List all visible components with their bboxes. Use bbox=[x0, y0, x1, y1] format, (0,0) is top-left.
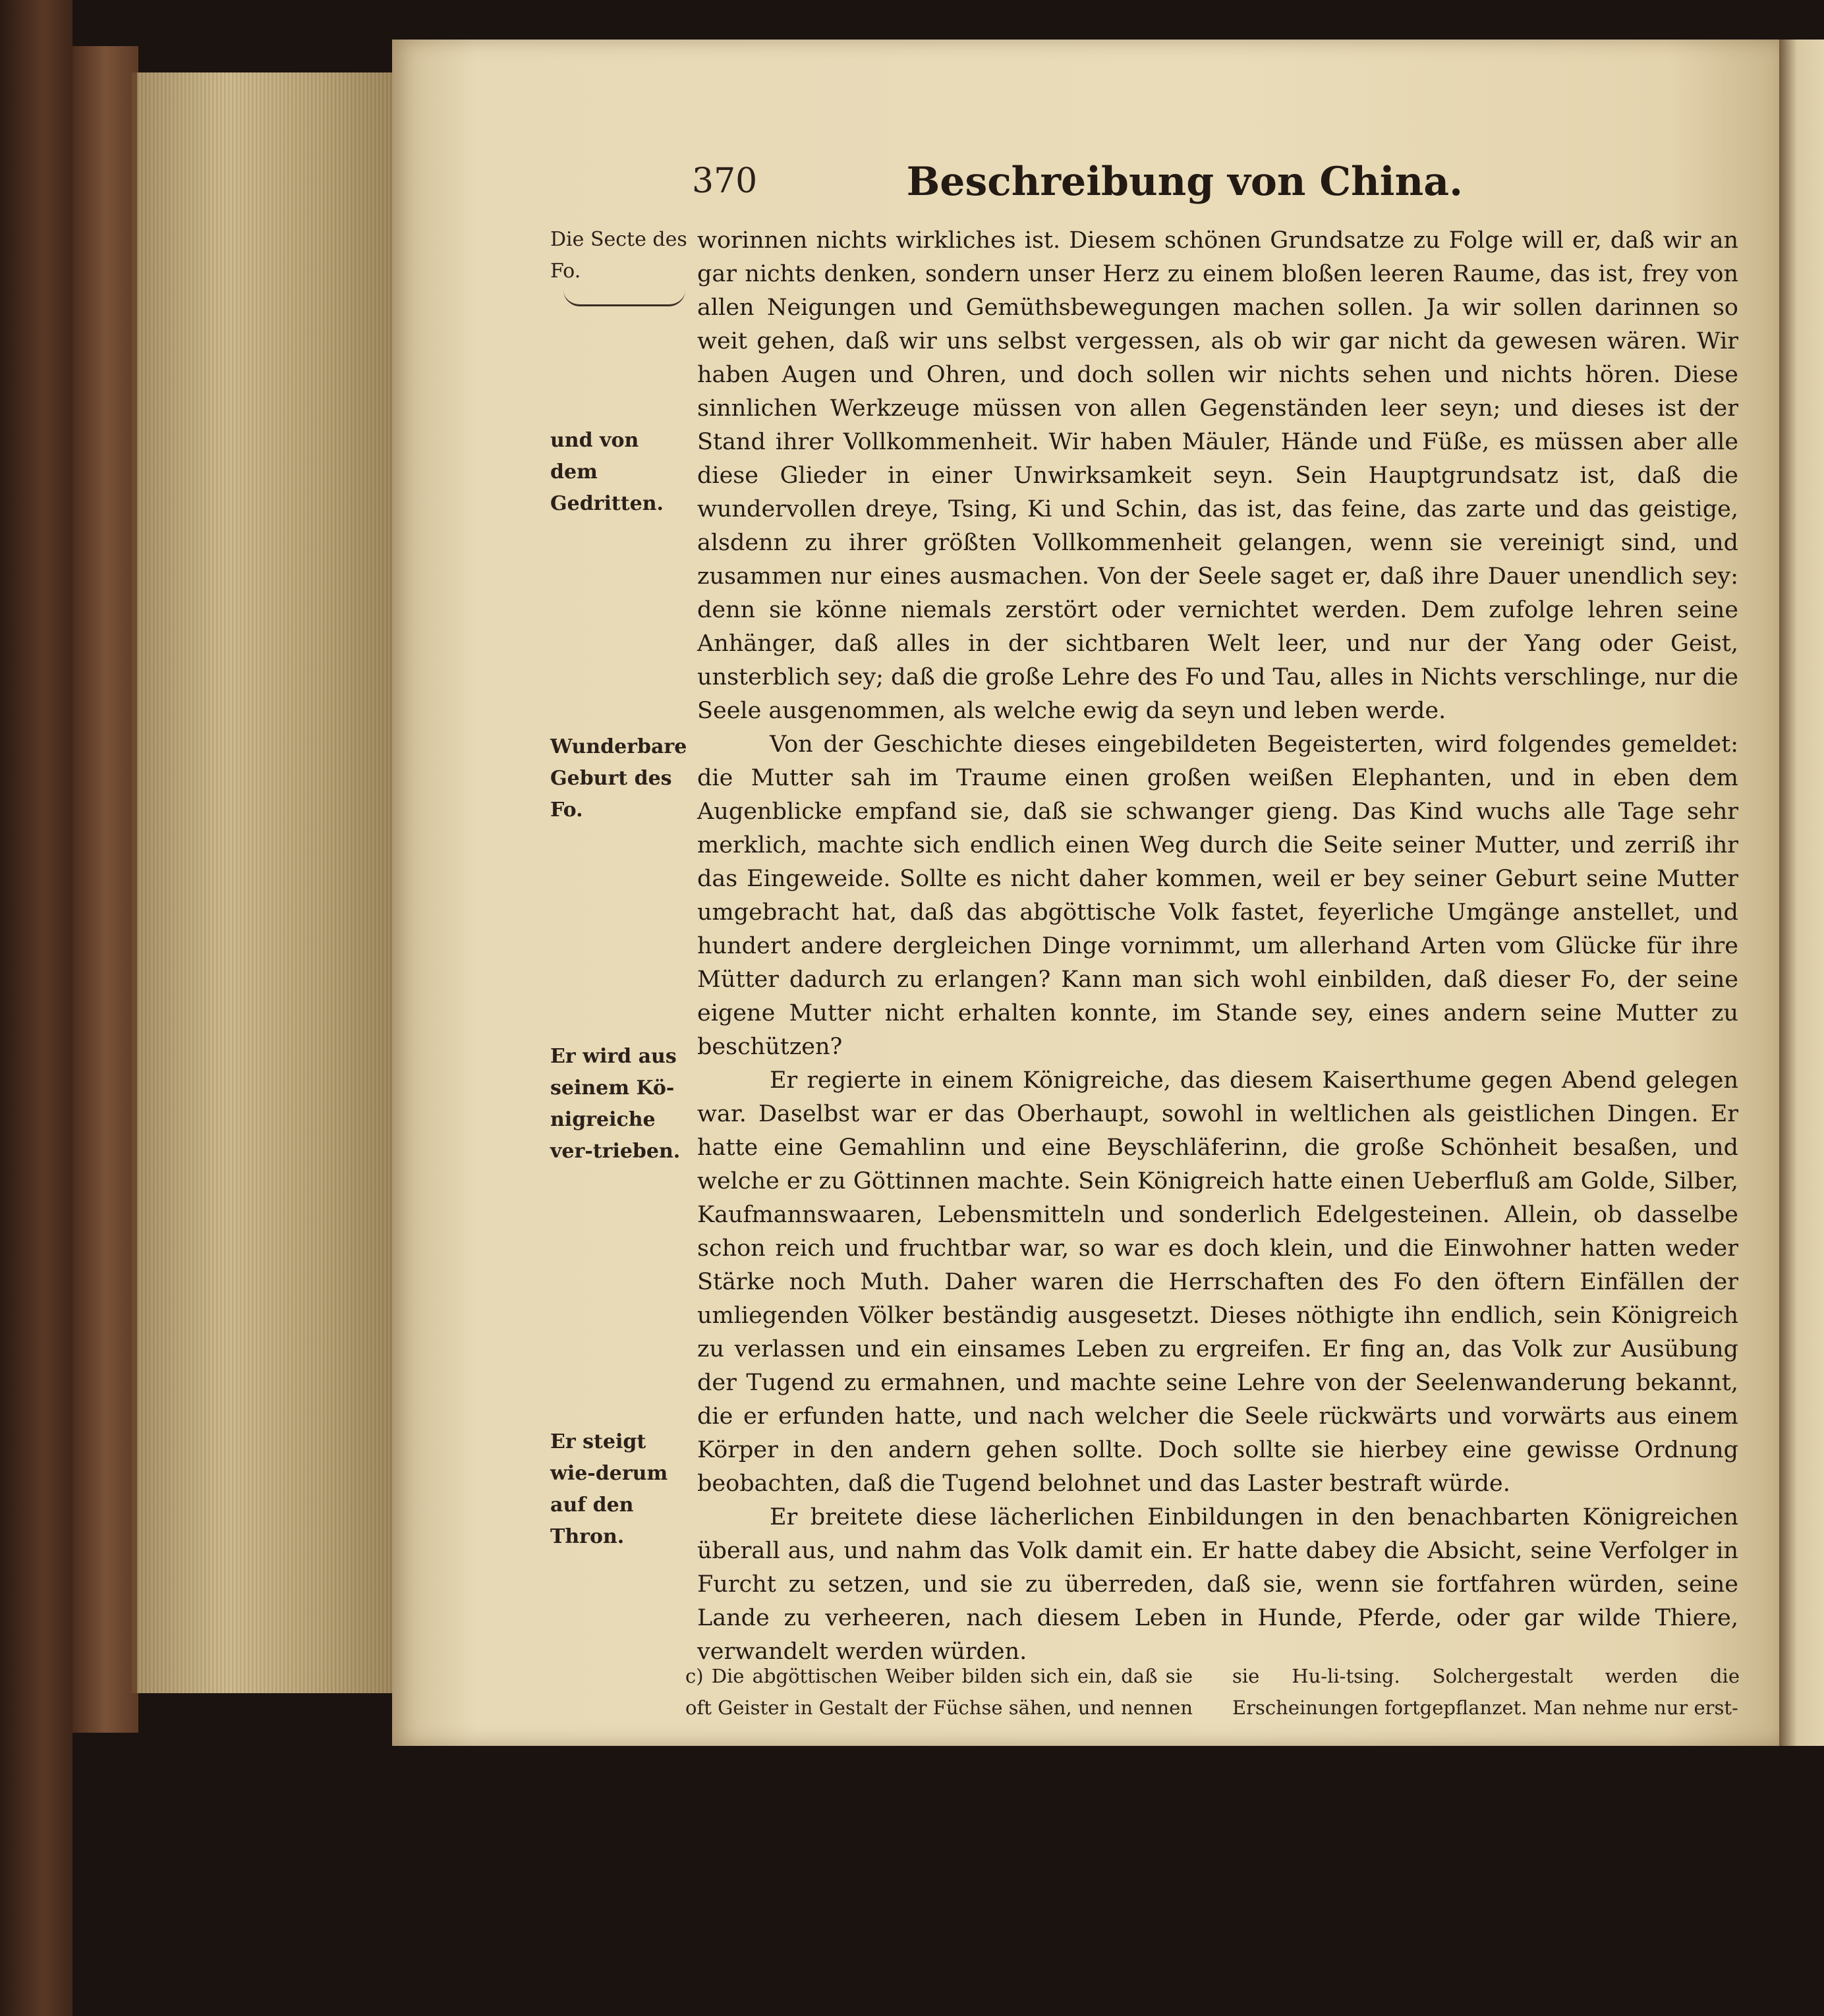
margin-brace bbox=[563, 290, 685, 306]
paragraph: Er regierte in einem Königreiche, das diesem Kaiserthume gegen Abend gelegen war. Daselbst war er das Oberhaupt, sowohl in weltlichen als geistlichen Dingen. Er hatte eine Gemahlinn und eine Beyschläferinn, die große Schönheit besaßen, und welche er zu Göttinnen machte. Sein Königreich hatte einen Ueberfluß am Golde, Silber, Kaufmannswaaren, Lebensmitteln und sonderlich Edelgesteinen. Allein, ob dasselbe schon reich und fruchtbar war, so war es doch klein, und die Einwohner hatten weder Stärke noch Muth. Daher waren die Herrschaften des Fo den öftern Einfällen der umliegenden Völker beständig ausgesetzt. Dieses nöthigte ihn endlich, sein Königreich zu verlassen und ein einsames Leben zu ergreifen. Er fing an, das Volk zur Ausübung der Tugend zu ermahnen, und machte seine Lehre von der Seelenwanderung bekannt, die er erfunden hatte, und nach welcher die Seele rückwärts und vorwärts aus einem Körper in den andern gehen sollte. Doch sollte sie hierbey eine gewisse Ordnung beobachten, daß die Tugend belohnet und das Laster bestraft würde. bbox=[697, 1067, 1738, 1497]
running-title: Beschreibung von China. bbox=[906, 159, 1463, 205]
margin-note: Wunderbare Geburt des Fo. bbox=[550, 735, 687, 822]
paragraph: Von der Geschichte dieses eingebildeten Begeisterten, wird folgendes gemeldet: die Mutter sah im Traume einen großen weißen Elephanten, und in eben dem Augenblicke empfand sie, daß sie schwanger gieng. Das Kind wuchs alle Tage sehr merklich, machte sich endlich einen Weg durch die Seite seiner Mutter, und zerriß ihr das Eingeweide. Sollte es nicht daher kommen, weil er bey seiner Geburt seine Mutter umgebracht hat, daß das abgöttische Volk fastet, feyerliche Umgänge anstellet, und hundert andere dergleichen Dinge vornimmt, um allerhand Arten vom Glücke für ihre Mütter dadurch zu erlangen? Kann man sich wohl einbilden, daß dieser Fo, der seine eigene Mutter nicht erhalten konnte, im Stande sey, eines andern seine Mutter zu beschützen? bbox=[697, 731, 1738, 1060]
margin-note: Er wird aus seinem Kö-nigreiche ver-trieben. bbox=[550, 1045, 681, 1163]
margin-note: Die Secte des Fo. bbox=[550, 228, 687, 283]
page-number: 370 bbox=[692, 161, 758, 201]
body-text bbox=[697, 224, 1738, 1669]
footnote: c) Die abgöttischen Weiber bilden sich ein, daß sie oft Geister in Gestalt der Füchse sähen, und nennen sie Hu-li-tsing. Solchergestalt werden die Erscheinungen fortgepflanzet. Man nehme nur erst- bbox=[685, 1665, 1740, 1719]
facing-page-edge bbox=[1779, 40, 1824, 1746]
page-stack-edge bbox=[132, 72, 397, 1693]
margin-note: Er steigt wie-derum auf den Thron. bbox=[550, 1430, 668, 1548]
book-cover-left bbox=[0, 0, 72, 2016]
paragraph: worinnen nichts wirkliches ist. Diesem schönen Grundsatze zu Folge will er, daß wir an gar nichts denken, sondern unser Herz zu einem bloßen leeren Raume, das ist, frey von allen Neigungen und Gemüthsbewegungen machen sollen. Ja wir sollen darinnen so weit gehen, daß wir uns selbst vergessen, als ob wir gar nicht da gewesen wären. Wir haben Augen und Ohren, und doch sollen wir nichts sehen und nichts hören. Diese sinnlichen Werkzeuge müssen von allen Gegenständen leer seyn; und dieses ist der Stand ihrer Vollkommenheit. Wir haben Mäuler, Hände und Füße, es müssen aber alle diese Glieder in einer Unwirksamkeit seyn. Sein Hauptgrundsatz ist, daß die wundervollen dreye, Tsing, Ki und Schin, das ist, das feine, das zarte und das geistige, alsdenn zu ihrer größten Vollkommenheit gelangen, wenn sie vereinigt sind, und zusammen nur eines ausmachen. Von der Seele saget er, daß ihre Dauer unendlich sey: denn sie könne niemals zerstört oder vernichtet werden. Dem zufolge lehren seine Anhänger, daß alles in der sichtbaren Welt leer, und nur der Yang oder Geist, unsterblich sey; daß die große Lehre des Fo und Tau, alles in Nichts verschlinge, nur die Seele ausgenommen, als welche ewig da seyn und leben werde. bbox=[697, 227, 1738, 724]
paragraph: Er breitete diese lächerlichen Einbildungen in den benachbarten Königreichen überall aus, und nahm das Volk damit ein. Er hatte dabey die Absicht, seine Verfolger in Furcht zu setzen, und sie zu überreden, daß sie, wenn sie fortfahren würden, seine Lande zu verheeren, nach diesem Leben in Hunde, Pferde, oder gar wilde Thiere, verwandelt werden würden. bbox=[697, 1504, 1738, 1665]
margin-note: und von dem Gedritten. bbox=[550, 429, 664, 515]
page-header bbox=[692, 161, 1759, 214]
book-board-left bbox=[72, 46, 138, 1733]
